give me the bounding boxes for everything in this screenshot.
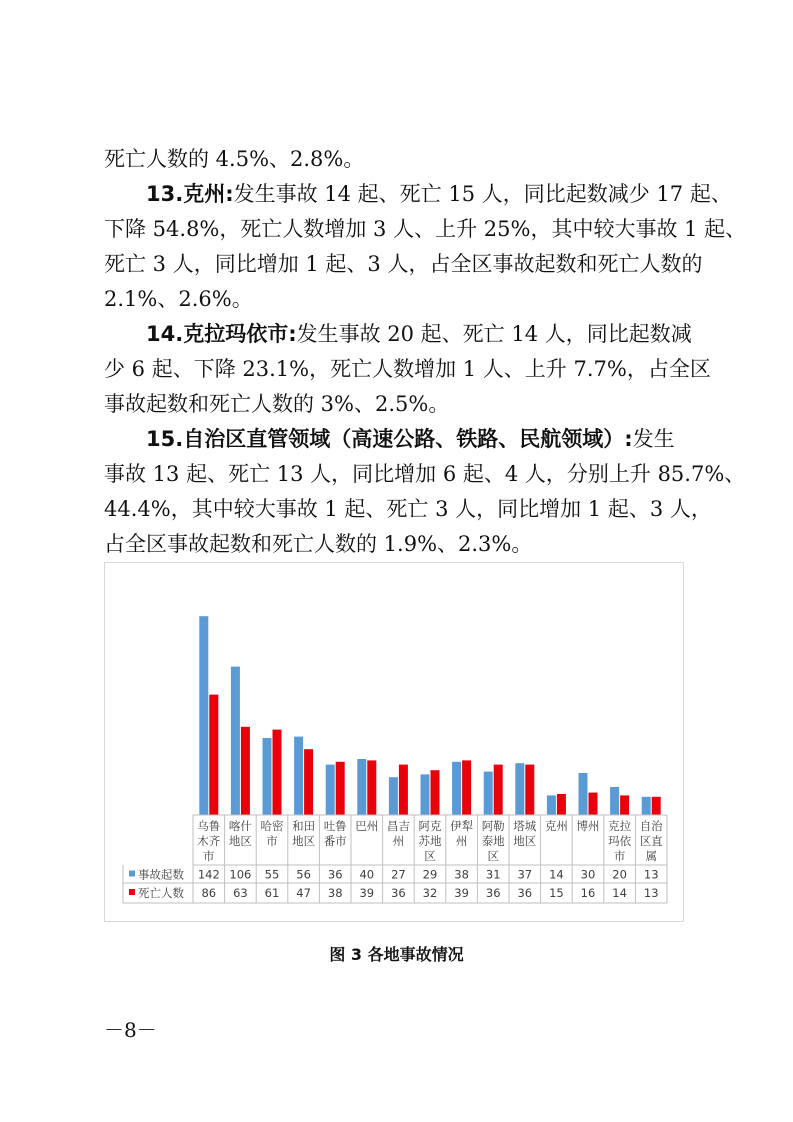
bar-事故起数-12 [579,773,588,815]
chart-canvas [105,563,685,923]
bar-死亡人数-9 [494,765,503,815]
legend-label-死亡人数: 死亡人数 [138,886,184,900]
category-label: 巴州 [355,819,379,833]
text-line: 事故起数和死亡人数的 3%、2.5%。 [104,392,450,416]
data-value: 13 [643,886,659,900]
data-value: 37 [517,867,533,882]
data-value: 40 [359,867,375,882]
data-value: 13 [643,867,659,882]
category-label: 喀什地区 [228,819,252,848]
paragraph-direct-domain [104,422,746,562]
bar-死亡人数-10 [525,765,534,815]
data-value: 61 [264,886,280,900]
data-value: 106 [229,867,252,882]
legend-key-死亡人数 [129,889,135,895]
paragraph-p0 [104,142,694,177]
text-fragment: 发生事故 14 起、死亡 15 人，同比起数减少 17 起、 [233,182,732,206]
bar-事故起数-1 [231,667,240,815]
data-value: 47 [296,886,311,900]
bar-死亡人数-2 [273,730,282,815]
text-line: 死亡人数的 4.5%、2.8%。 [104,147,365,171]
data-value: 30 [580,867,596,882]
page-number: －8－ [104,1018,157,1042]
data-value: 38 [327,886,343,900]
bar-事故起数-6 [389,777,398,815]
category-label: 哈密市 [260,819,284,848]
data-value: 56 [296,867,311,882]
category-label: 博州 [576,819,600,833]
data-value: 16 [580,886,596,900]
bar-死亡人数-7 [431,770,440,815]
bar-事故起数-14 [642,797,651,815]
text-line [104,317,694,352]
bar-死亡人数-1 [241,727,250,815]
bar-死亡人数-6 [399,765,408,815]
category-label: 和田地区 [292,819,316,848]
data-value: 86 [201,886,217,900]
data-value: 27 [391,867,406,882]
data-value: 39 [454,886,469,900]
text-line: 占全区事故起数和死亡人数的 1.9%、2.3%。 [104,532,533,556]
data-value: 20 [612,867,627,882]
bar-事故起数-7 [421,774,430,815]
data-value: 32 [422,886,438,900]
bar-事故起数-8 [452,762,461,815]
legend-key-事故起数 [129,871,135,877]
bar-事故起数-3 [294,737,303,815]
bar-事故起数-4 [326,765,335,815]
text-line: 2.1%、2.6%。 [104,287,253,311]
category-label: 伊犁州 [450,819,474,848]
bar-死亡人数-14 [652,797,661,815]
section-heading: 13.克州: [146,182,234,206]
category-label: 阿克苏地区 [418,819,442,863]
category-label: 阿勒泰地区 [481,819,505,863]
data-value: 63 [233,886,248,900]
bar-死亡人数-8 [462,760,471,815]
text-fragment: 发生 [632,427,675,451]
text-line: 44.4%，其中较大事故 1 起、死亡 3 人，同比增加 1 起、3 人， [104,497,712,521]
bar-事故起数-10 [515,763,524,815]
text-line [104,422,694,457]
category-label: 乌鲁木齐市 [197,819,221,863]
bar-死亡人数-13 [620,795,629,815]
bar-事故起数-0 [199,616,208,815]
bar-事故起数-9 [484,772,493,815]
data-value: 142 [197,867,220,882]
data-value: 14 [612,886,627,900]
bar-死亡人数-4 [336,762,345,815]
data-value: 36 [327,867,343,882]
paragraph-klzhou [104,177,747,317]
data-value: 55 [264,867,280,882]
text-line: 下降 54.8%，死亡人数增加 3 人、上升 25%，其中较大事故 1 起、 [104,217,747,241]
category-label: 昌吉州 [386,819,410,848]
text-fragment: 发生事故 20 起、死亡 14 人，同比起数减 [296,322,692,346]
paragraph-karamay [104,317,711,422]
text-line: 事故 13 起、死亡 13 人，同比增加 6 起、4 人，分别上升 85.7%、 [104,462,746,486]
data-value: 38 [454,867,469,882]
category-label: 克州 [544,819,568,833]
data-value: 36 [517,886,533,900]
bar-chart [104,562,684,922]
category-label: 吐鲁番市 [323,819,347,848]
category-label: 克拉玛依市 [608,819,632,863]
bar-死亡人数-12 [589,793,598,815]
section-heading: 14.克拉玛依市: [146,322,297,346]
bar-事故起数-2 [263,738,272,815]
bar-死亡人数-5 [367,760,376,815]
category-label: 塔城地区 [513,819,537,848]
text-line: 死亡 3 人，同比增加 1 起、3 人，占全区事故起数和死亡人数的 [104,252,703,276]
data-value: 36 [391,886,406,900]
data-value: 36 [485,886,501,900]
bar-死亡人数-11 [557,794,566,815]
data-value: 29 [422,867,438,882]
bar-死亡人数-0 [209,695,218,815]
category-label: 自治区直属 [639,819,663,863]
legend-label-事故起数: 事故起数 [138,867,184,882]
bar-死亡人数-3 [304,749,313,815]
data-value: 14 [549,867,564,882]
data-value: 31 [485,867,501,882]
bar-事故起数-5 [357,759,366,815]
data-value: 15 [549,886,564,900]
data-value: 39 [359,886,375,900]
section-heading: 15.自治区直管领域（高速公路、铁路、民航领域）: [146,427,633,451]
bar-事故起数-11 [547,795,556,815]
figure-caption: 图 3 各地事故情况 [329,945,464,964]
text-line [104,177,732,212]
text-line: 少 6 起、下降 23.1%，死亡人数增加 1 人、上升 7.7%，占全区 [104,357,711,381]
bar-事故起数-13 [610,787,619,815]
